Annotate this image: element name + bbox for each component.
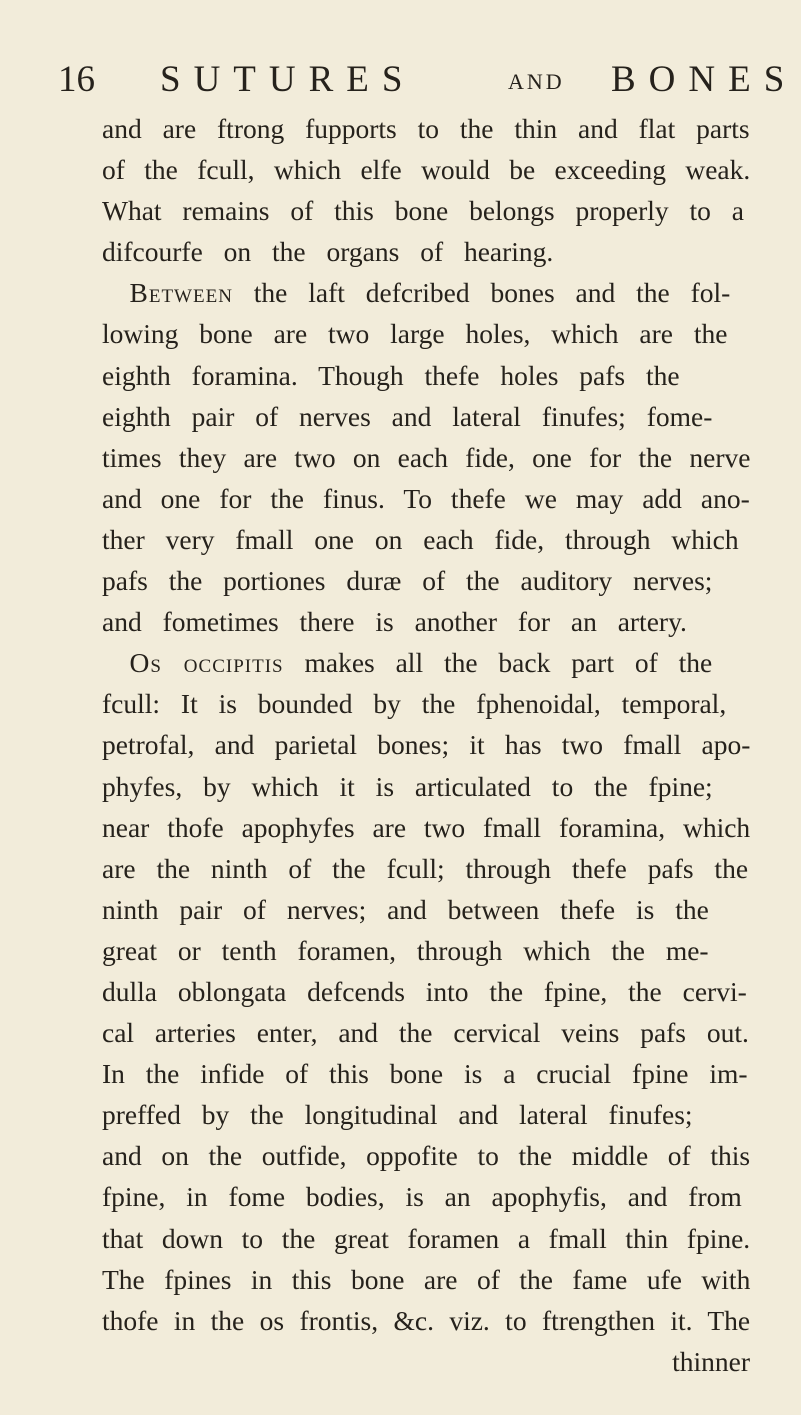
text-line: dulla oblongata defcends into the fpine, the cervi-	[102, 975, 747, 1007]
running-head	[58, 59, 798, 100]
catchword: thinner	[672, 1345, 750, 1377]
running-title-sutures: SUTURES	[160, 59, 416, 100]
text-line: preffed by the longitudinal and lateral finufes;	[102, 1099, 693, 1131]
text-line: fpine, in fome bodies, is an apophyfis, and from	[102, 1181, 742, 1213]
text-line: cal arteries enter, and the cervical veins pafs out.	[102, 1017, 749, 1049]
text-line: petrofal, and parietal bones; it has two fmall apo-	[102, 729, 751, 761]
lead-word: Between	[129, 277, 233, 309]
lead-word: Os occipitis	[129, 647, 284, 679]
text-line: great or tenth foramen, through which the me-	[102, 934, 709, 966]
page-number: 16	[58, 59, 95, 100]
paragraph-continuation	[102, 108, 750, 272]
text-line: pafs the portiones duræ of the auditory nerves;	[102, 565, 713, 597]
text-line: thofe in the os frontis, &c. viz. to ftrengthen it. The	[102, 1304, 751, 1336]
body-text	[102, 108, 750, 1382]
text-line: near thofe apophyfes are two fmall foramina, which	[102, 811, 751, 843]
line-rest: makes all the back part of the	[304, 647, 713, 679]
text-line: The fpines in this bone are of the fame ufe with	[102, 1263, 751, 1295]
text-line: and on the outfide, oppofite to the middle of this	[102, 1140, 751, 1172]
text-line: and fometimes there is another for an artery.	[102, 606, 687, 638]
paragraph-os-occipitis	[102, 642, 750, 1341]
text-line: that down to the great foramen a fmall thin fpine.	[102, 1222, 751, 1254]
text-line: are the ninth of the fcull; through thefe pafs the	[102, 852, 749, 884]
text-line: phyfes, by which it is articulated to the fpine;	[102, 770, 713, 802]
paragraph-between	[102, 272, 750, 642]
running-title-bones: BONES	[611, 59, 798, 100]
text-line	[102, 272, 750, 313]
text-line: eighth foramina. Though thefe holes pafs the	[102, 359, 680, 391]
text-line: ninth pair of nerves; and between thefe is the	[102, 893, 709, 925]
text-line: times they are two on each fide, one for the nerve	[102, 441, 751, 473]
text-line: In the infide of this bone is a crucial fpine im-	[102, 1058, 748, 1090]
text-line: ther very fmall one on each fide, through which	[102, 523, 739, 555]
text-line: difcourfe on the organs of hearing.	[102, 236, 554, 268]
text-line: eighth pair of nerves and lateral finufes; fome-	[102, 400, 713, 432]
text-line	[102, 642, 750, 683]
text-line: and are ftrong fupports to the thin and flat parts	[102, 113, 750, 144]
running-title-and: AND	[508, 69, 565, 94]
text-line: fcull: It is bounded by the fphenoidal, temporal,	[102, 688, 727, 720]
text-line: and one for the finus. To thefe we may add ano-	[102, 482, 750, 514]
text-line: of the fcull, which elfe would be exceeding weak.	[102, 154, 751, 186]
text-line: lowing bone are two large holes, which are the	[102, 318, 728, 350]
line-rest: the laft defcribed bones and the fol-	[253, 277, 731, 309]
text-line: What remains of this bone belongs properly to a	[102, 195, 745, 227]
